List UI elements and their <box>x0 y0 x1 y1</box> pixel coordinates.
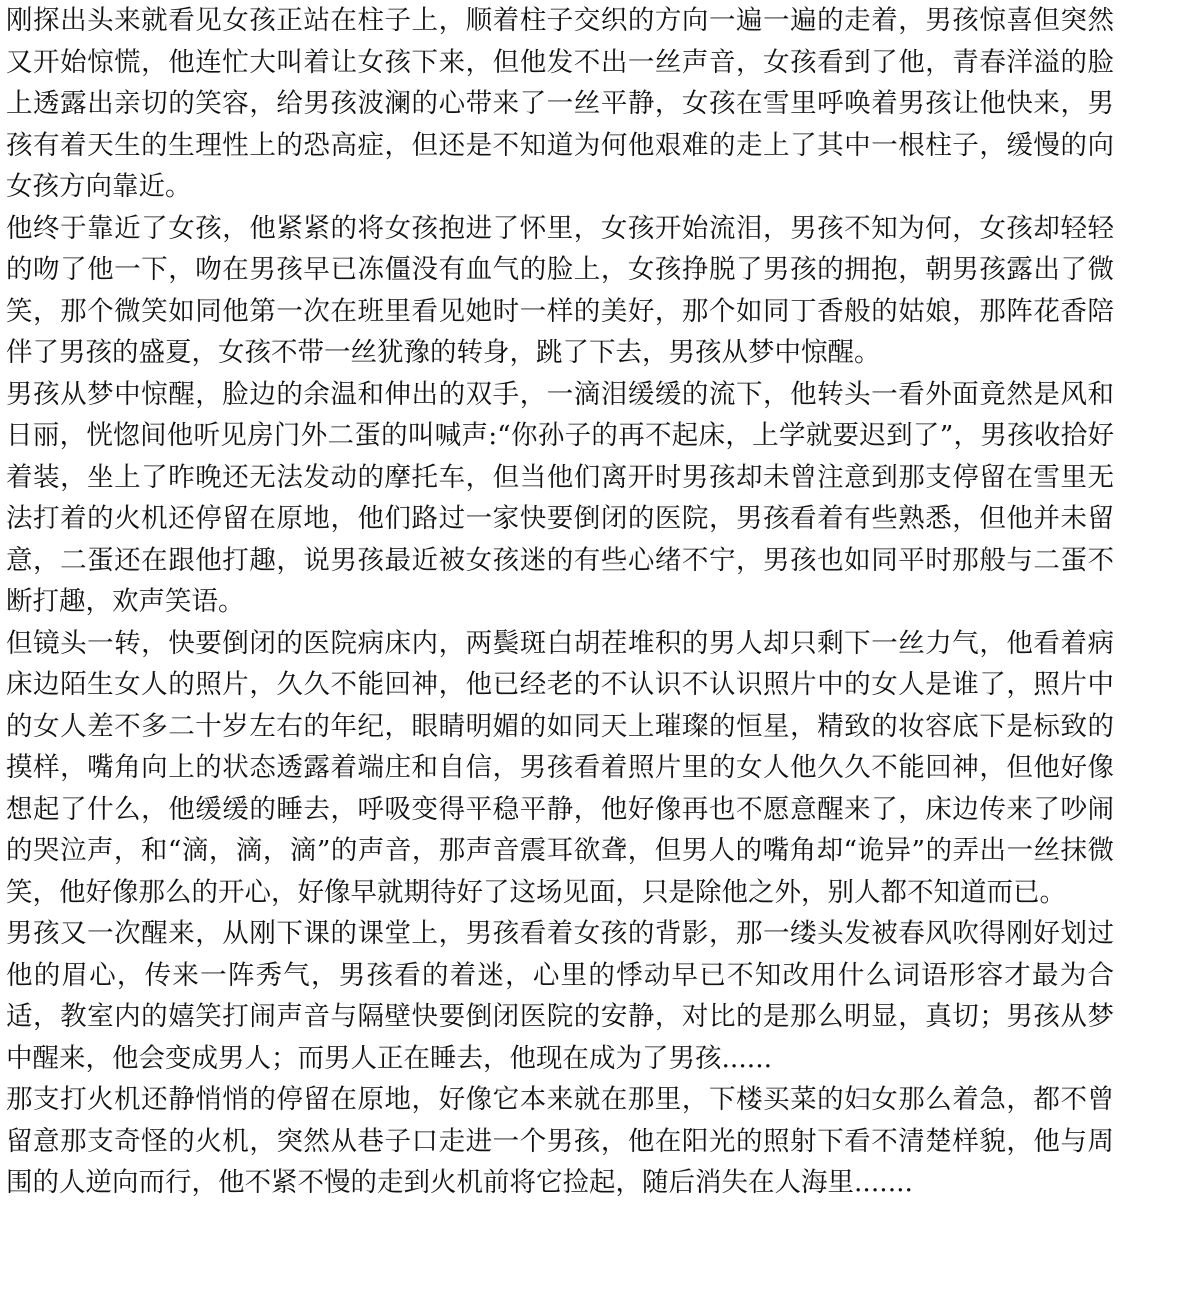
paragraph-6: 那支打火机还静悄悄的停留在原地，好像它本来就在那里，下楼买菜的妇女那么着急，都不曾留意那支奇怪的火机，突然从巷子口走进一个男孩，他在阳光的照射下看不清楚样貌，他与周围的人逆向而行，他不紧不慢的走到火机前将它捡起，随后消失在人海里....... <box>6 1084 1114 1198</box>
paragraph-2: 他终于靠近了女孩，他紧紧的将女孩抱进了怀里，女孩开始流泪，男孩不知为何，女孩却轻轻的吻了他一下，吻在男孩早已冻僵没有血气的脸上，女孩挣脱了男孩的拥抱，朝男孩露出了微笑，那个微笑如同他第一次在班里看见她时一样的美好，那个如同丁香般的姑娘，那阵花香陪伴了男孩的盛夏，女孩不带一丝犹豫的转身，跳了下去，男孩从梦中惊醒。 <box>6 212 1114 368</box>
paragraph-4: 但镜头一转，快要倒闭的医院病床内，两鬓斑白胡茬堆积的男人却只剩下一丝力气，他看着病床边陌生女人的照片，久久不能回神，他已经老的不认识不认识照片中的女人是谁了，照片中的女人差不多二十岁左右的年纪，眼睛明媚的如同天上璀璨的恒星，精致的妆容底下是标致的摸样，嘴角向上的状态透露着端庄和自信，男孩看着照片里的女人他久久不能回神，但他好像想起了什么，他缓缓的睡去，呼吸变得平稳平静，他好像再也不愿意醒来了，床边传来了吵闹的哭泣声，和“滴，滴，滴”的声音，那声音震耳欲聋，但男人的嘴角却“诡异”的弄出一丝抹微笑，他好像那么的开心，好像早就期待好了这场见面，只是除他之外，别人都不知道而已。 <box>6 627 1114 908</box>
paragraph-3: 男孩从梦中惊醒，脸边的余温和伸出的双手，一滴泪缓缓的流下，他转头一看外面竟然是风和日丽，恍惚间他听见房门外二蛋的叫喊声:“你孙子的再不起床，上学就要迟到了”，男孩收拾好着装，坐上了昨晚还无法发动的摩托车，但当他们离开时男孩却未曾注意到那支停留在雪里无法打着的火机还停留在原地，他们路过一家快要倒闭的医院，男孩看着有些熟悉，但他并未留意，二蛋还在跟他打趣，说男孩最近被女孩迷的有些心绪不宁，男孩也如同平时那般与二蛋不断打趣，欢声笑语。 <box>6 378 1114 617</box>
paragraph-1: 刚探出头来就看见女孩正站在柱子上，顺着柱子交织的方向一遍一遍的走着，男孩惊喜但突然又开始惊慌，他连忙大叫着让女孩下来，但他发不出一丝声音，女孩看到了他，青春洋溢的脸上透露出亲切的笑容，给男孩波澜的心带来了一丝平静，女孩在雪里呼唤着男孩让他快来，男孩有着天生的生理性上的恐高症，但还是不知道为何他艰难的走上了其中一根柱子，缓慢的向女孩方向靠近。 <box>6 5 1114 202</box>
paragraph-5: 男孩又一次醒来，从刚下课的课堂上，男孩看着女孩的背影，那一缕头发被春风吹得刚好划过他的眉心，传来一阵秀气，男孩看的着迷，心里的悸动早已不知改用什么词语形容才最为合适，教室内的嬉笑打闹声音与隔壁快要倒闭医院的安静，对比的是那么明显，真切；男孩从梦中醒来，他会变成男人；而男人正在睡去，他现在成为了男孩...... <box>6 918 1114 1074</box>
document-body <box>6 0 1114 1204</box>
